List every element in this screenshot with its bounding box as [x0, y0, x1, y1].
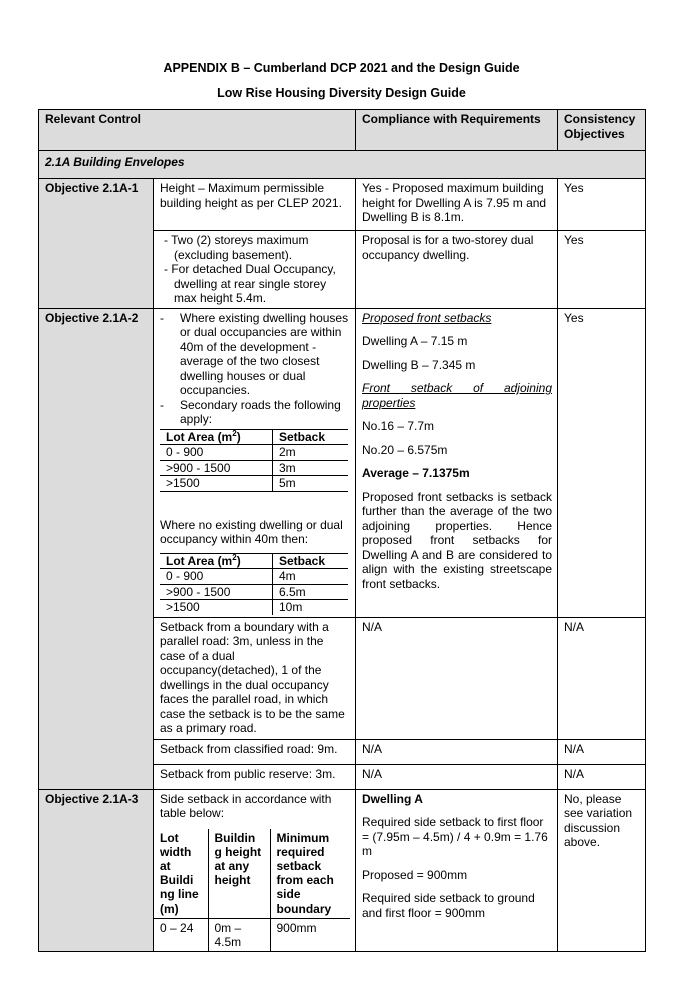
table-row	[39, 789, 646, 952]
no16-setback: No.16 – 7.7m	[362, 419, 435, 433]
side-setback-text: Side setback in accordance with table below:	[160, 791, 332, 820]
col-building-height: Buildin g height at any height	[208, 829, 270, 919]
objective-label: Objective 2.1A-1	[39, 179, 154, 309]
required-side-setback-first-floor: Required side setback to first floor = (7.95m – 4.5m) / 4 + 0.9m = 1.76 m	[362, 815, 548, 858]
compliance-table	[38, 109, 646, 952]
header-compliance: Compliance with Requirements	[356, 110, 558, 151]
control-cell	[154, 231, 356, 309]
no20-setback: No.20 – 6.575m	[362, 442, 448, 457]
consistency-cell: N/A	[558, 764, 646, 789]
col-lot-width: Lot width at Buildi ng line (m)	[154, 829, 208, 919]
consistency-cell: No, please see variation discussion above.	[558, 789, 646, 952]
objective-label: Objective 2.1A-2	[39, 308, 154, 789]
bullet-item: - Secondary roads the following apply:	[160, 397, 341, 426]
bullet-mark: -	[160, 310, 164, 325]
document-subtitle: Low Rise Housing Diversity Design Guide	[217, 86, 466, 100]
control-cell: Height – Maximum permissible building height as per CLEP 2021.	[154, 179, 356, 231]
proposed-setbacks-heading: Proposed front setbacks	[362, 310, 492, 325]
table-row: >1500 10m	[160, 600, 348, 615]
side-setback-table	[154, 829, 350, 952]
control-cell	[154, 789, 356, 952]
bullet-item: - Where existing dwelling houses or dual occupancies are within 40m of the development - average of the two closest dwelling houses or dual occupancies.	[160, 310, 349, 397]
control-cell: Setback from a boundary with a parallel road: 3m, unless in the case of a dual occupancy(detached), 1 of the dwellings in the dual occupancy faces the parallel road, in which case the setback is to be the same as a primary road.	[154, 617, 356, 739]
control-cell: Setback from public reserve: 3m.	[154, 764, 356, 789]
average-setback: Average – 7.1375m	[362, 466, 470, 480]
table-row: 0 – 24 0m – 4.5m 900mm	[154, 918, 350, 951]
compliance-cell	[356, 308, 558, 617]
adjoining-heading: Front setback of adjoining properties	[362, 381, 552, 410]
required-side-setback-ground: Required side setback to ground and first floor = 900mm	[362, 891, 535, 920]
table-row: 0 - 900 4m	[160, 569, 348, 585]
setback-table-noexisting: Lot Area $(m^2)$ Setback 0 - 900 4m >900 - 1500 6.5m >1500 10m	[160, 553, 348, 615]
section-row	[39, 151, 646, 179]
document-title: APPENDIX B – Cumberland DCP 2021 and the Design Guide	[163, 61, 520, 75]
compliance-cell: Proposal is for a two-storey dual occupancy dwelling.	[356, 231, 558, 309]
setback-table-secondary: Lot Area $(m^2)$ Setback 0 - 900 2m >900 - 1500 3m >1500 5m	[160, 429, 348, 492]
compliance-cell	[356, 789, 558, 952]
consistency-cell: Yes	[558, 231, 646, 309]
header-relevant-control: Relevant Control	[39, 110, 356, 151]
header-consistency: Consistency Objectives	[558, 110, 646, 151]
consistency-cell: Yes	[558, 308, 646, 617]
table-row: >900 - 1500 3m	[160, 460, 348, 476]
table-row: 0 - 900 2m	[160, 445, 348, 461]
setback-discussion: Proposed front setbacks is setback further than the average of the two adjoining properties. Hence proposed front setbacks for Dwelling A and B are considered to align with the existing streetscape front setbacks.	[362, 489, 552, 591]
consistency-cell: N/A	[558, 739, 646, 764]
objective-label: Objective 2.1A-3	[39, 789, 154, 952]
section-title: 2.1A Building Envelopes	[39, 151, 646, 179]
consistency-cell: Yes	[558, 179, 646, 231]
proposed-side-setback: Proposed = 900mm	[362, 867, 468, 882]
table-row	[39, 179, 646, 231]
no-existing-text: Where no existing dwelling or dual occupancy within 40m then:	[160, 517, 343, 546]
control-cell	[154, 308, 356, 617]
table-row: >900 - 1500 6.5m	[160, 584, 348, 600]
table-row	[39, 308, 646, 617]
bullet-mark: -	[160, 397, 164, 412]
compliance-cell: N/A	[356, 764, 558, 789]
table-header-row	[39, 110, 646, 151]
dwelling-b-setback: Dwelling B – 7.345 m	[362, 357, 476, 372]
compliance-cell: Yes - Proposed maximum building height for Dwelling A is 7.95 m and Dwelling B is 8.1m.	[356, 179, 558, 231]
dwelling-a-setback: Dwelling A – 7.15 m	[362, 334, 468, 348]
dwelling-a-heading: Dwelling A	[362, 791, 423, 806]
table-row: >1500 5m	[160, 476, 348, 492]
compliance-cell: N/A	[356, 739, 558, 764]
col-min-setback: Minimum required setback from each side boundary	[270, 829, 350, 919]
control-cell: Setback from classified road: 9m.	[154, 739, 356, 764]
bullet-item: - Two (2) storeys maximum (excluding basement).	[164, 233, 309, 262]
bullet-item: - For detached Dual Occupancy, dwelling at rear single storey max height 5.4m.	[164, 262, 336, 305]
consistency-cell: N/A	[558, 617, 646, 739]
compliance-cell: N/A	[356, 617, 558, 739]
